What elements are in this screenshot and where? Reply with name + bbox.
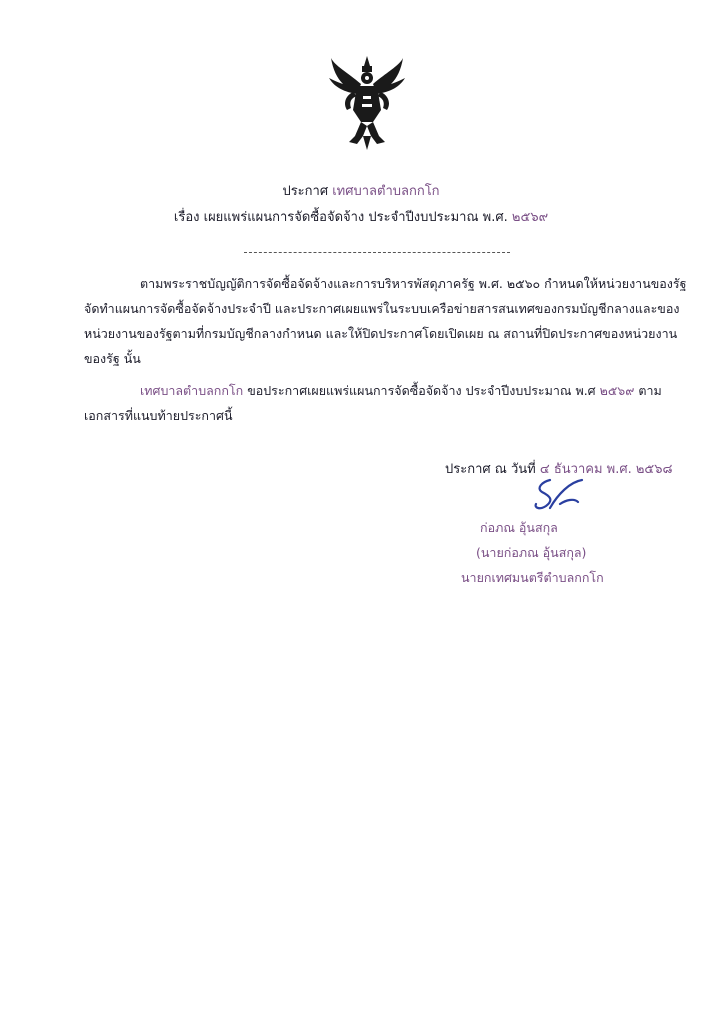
- subject-text: เรื่อง เผยแพร่แผนการจัดซื้อจัดจ้าง ประจำปีงบประมาณ พ.ศ.: [173, 210, 512, 225]
- organization-name: เทศบาลตำบลกกโก: [332, 184, 440, 199]
- para1-line-1: ตามพระราชบัญญัติการจัดซื้อจัดจ้างและการบริหารพัสดุภาครัฐ พ.ศ. ๒๕๖๐ กำหนดให้หน่วยงานของรัฐ: [140, 276, 687, 291]
- subject-year: ๒๕๖๙: [511, 210, 549, 225]
- dashed-divider: [244, 252, 510, 253]
- para2-line-2: เอกสารที่แนบท้ายประกาศนี้: [84, 408, 233, 423]
- para1-line-4: ของรัฐ นั้น: [84, 351, 141, 366]
- announce-prefix: ประกาศ: [282, 184, 329, 199]
- para1-line-2: จัดทำแผนการจัดซื้อจัดจ้างประจำปี และประกาศเผยแพร่ในระบบเครือข่ายสารสนเทศของกรมบัญชีกลางและของ: [84, 301, 680, 316]
- announcement-title: [0, 180, 722, 201]
- garuda-emblem: [327, 52, 407, 152]
- announcement-date: ๔ ธันวาคม พ.ศ. ๒๕๖๘: [539, 462, 673, 477]
- signer-full-name: (นายก่อภณ อุ้นสกุล): [476, 545, 587, 560]
- handwritten-signature: [520, 474, 590, 518]
- para2-line-1: [140, 379, 662, 404]
- signer-name: ก่อภณ อุ้นสกุล: [480, 520, 558, 535]
- para2-year: ๒๕๖๙: [599, 383, 635, 398]
- para2-end: ตาม: [634, 383, 662, 398]
- subject-line: [0, 206, 722, 227]
- para2-organization: เทศบาลตำบลกกโก: [140, 383, 244, 398]
- date-prefix: ประกาศ ณ วันที่: [445, 462, 540, 477]
- signer-title: นายกเทศมนตรีตำบลกกโก: [461, 570, 604, 585]
- para1-line-3: หน่วยงานของรัฐตามที่กรมบัญชีกลางกำหนด และให้ปิดประกาศโดยเปิดเผย ณ สถานที่ปิดประกาศของหน่วยงาน: [84, 326, 678, 341]
- para2-text: ขอประกาศเผยแพร่แผนการจัดซื้อจัดจ้าง ประจำปีงบประมาณ พ.ศ: [243, 383, 600, 398]
